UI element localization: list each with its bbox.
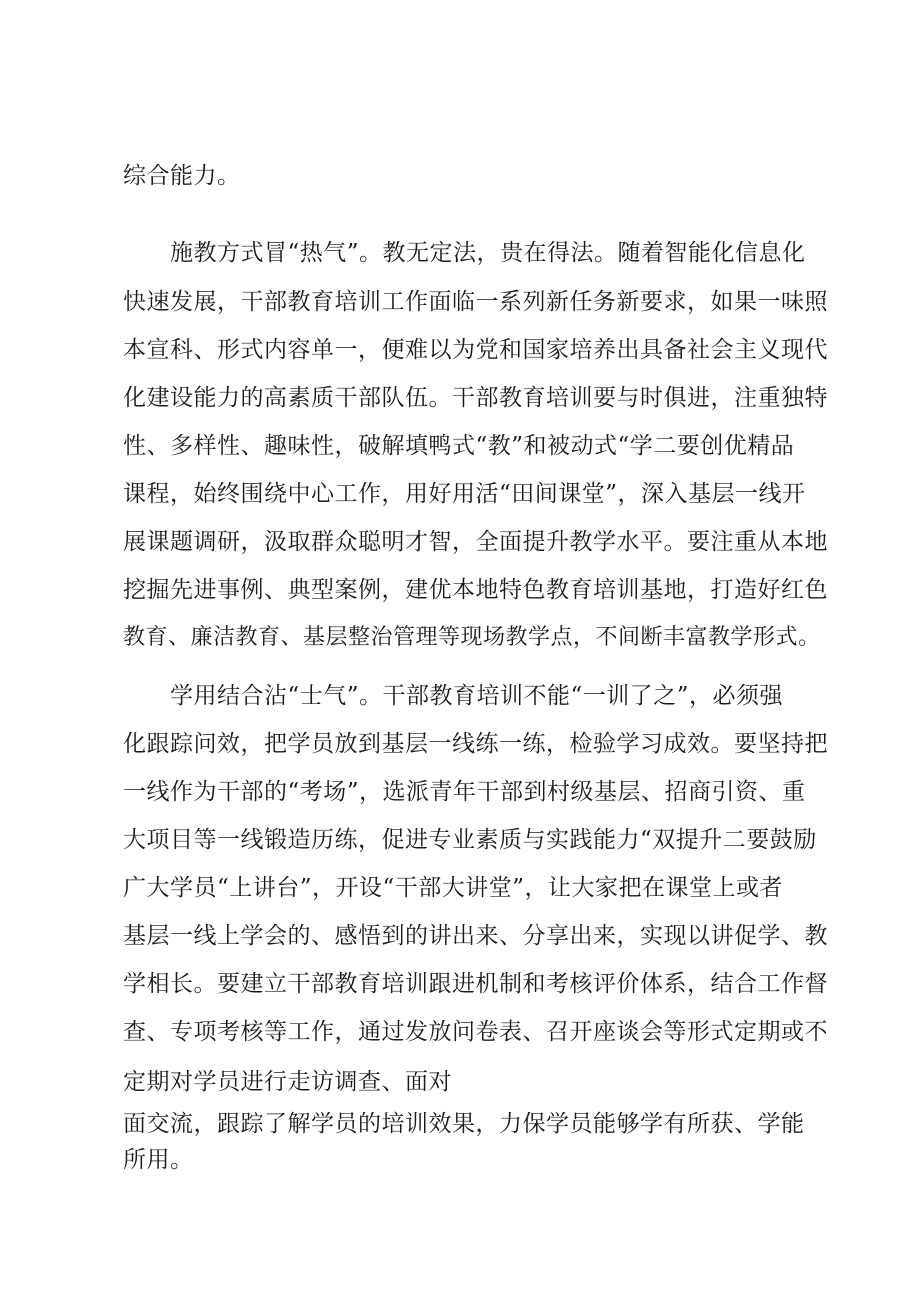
text-line-6: 性、多样性、趣味性，破解填鸭式“教”和被动式“学二要创优精品 bbox=[123, 433, 795, 459]
text-line-3: 快速发展，干部教育培训工作面临一系列新任务新要求，如果一味照 bbox=[123, 289, 828, 315]
text-line-17: 学相长。要建立干部教育培训跟进机制和考核评价体系，结合工作督 bbox=[123, 971, 828, 997]
text-line-5: 化建设能力的高素质干部队伍。干部教育培训要与时俱进，注重独特 bbox=[123, 385, 828, 411]
text-line-19: 定期对学员进行走访调查、面对 bbox=[123, 1069, 452, 1095]
text-line-12: 化跟踪问效，把学员放到基层一线练一练，检验学习成效。要坚持把 bbox=[123, 731, 828, 757]
text-line-11: 学用结合沾“士气”。干部教育培训不能“一训了之”，必须强 bbox=[170, 683, 784, 709]
text-line-7: 课程，始终围绕中心工作，用好用活“田间课堂”，深入基层一线开 bbox=[123, 481, 806, 507]
text-line-10: 教育、廉洁教育、基层整治管理等现场教学点，不间断丰富教学形式。 bbox=[123, 625, 821, 650]
text-line-4: 本宣科、形式内容单一，便难以为党和国家培养出具备社会主义现代 bbox=[123, 337, 828, 363]
text-line-16: 基层一线上学会的、感悟到的讲出来、分享出来，实现以讲促学、教 bbox=[123, 923, 828, 949]
text-line-15: 广大学员“上讲台”，开设“干部大讲堂”，让大家把在课堂上或者 bbox=[123, 875, 784, 901]
text-line-9: 挖掘先进事例、典型案例，建优本地特色教育培训基地，打造好红色 bbox=[123, 577, 828, 603]
text-line-2: 施教方式冒“热气”。教无定法，贵在得法。随着智能化信息化 bbox=[170, 240, 806, 266]
text-line-21: 所用。 bbox=[123, 1147, 194, 1173]
text-line-14: 大项目等一线锻造历练，促进专业素质与实践能力“双提升二要鼓励 bbox=[123, 827, 817, 853]
text-line-13: 一线作为干部的“考场”，选派青年干部到村级基层、招商引资、重 bbox=[123, 779, 806, 805]
text-line-1: 综合能力。 bbox=[123, 163, 241, 189]
text-line-8: 展课题调研，汲取群众聪明才智，全面提升教学水平。要注重从本地 bbox=[123, 529, 828, 555]
text-line-18: 查、专项考核等工作，通过发放问卷表、召开座谈会等形式定期或不 bbox=[123, 1019, 828, 1045]
text-line-20: 面交流，跟踪了解学员的培训效果，力保学员能够学有所获、学能 bbox=[123, 1111, 805, 1137]
